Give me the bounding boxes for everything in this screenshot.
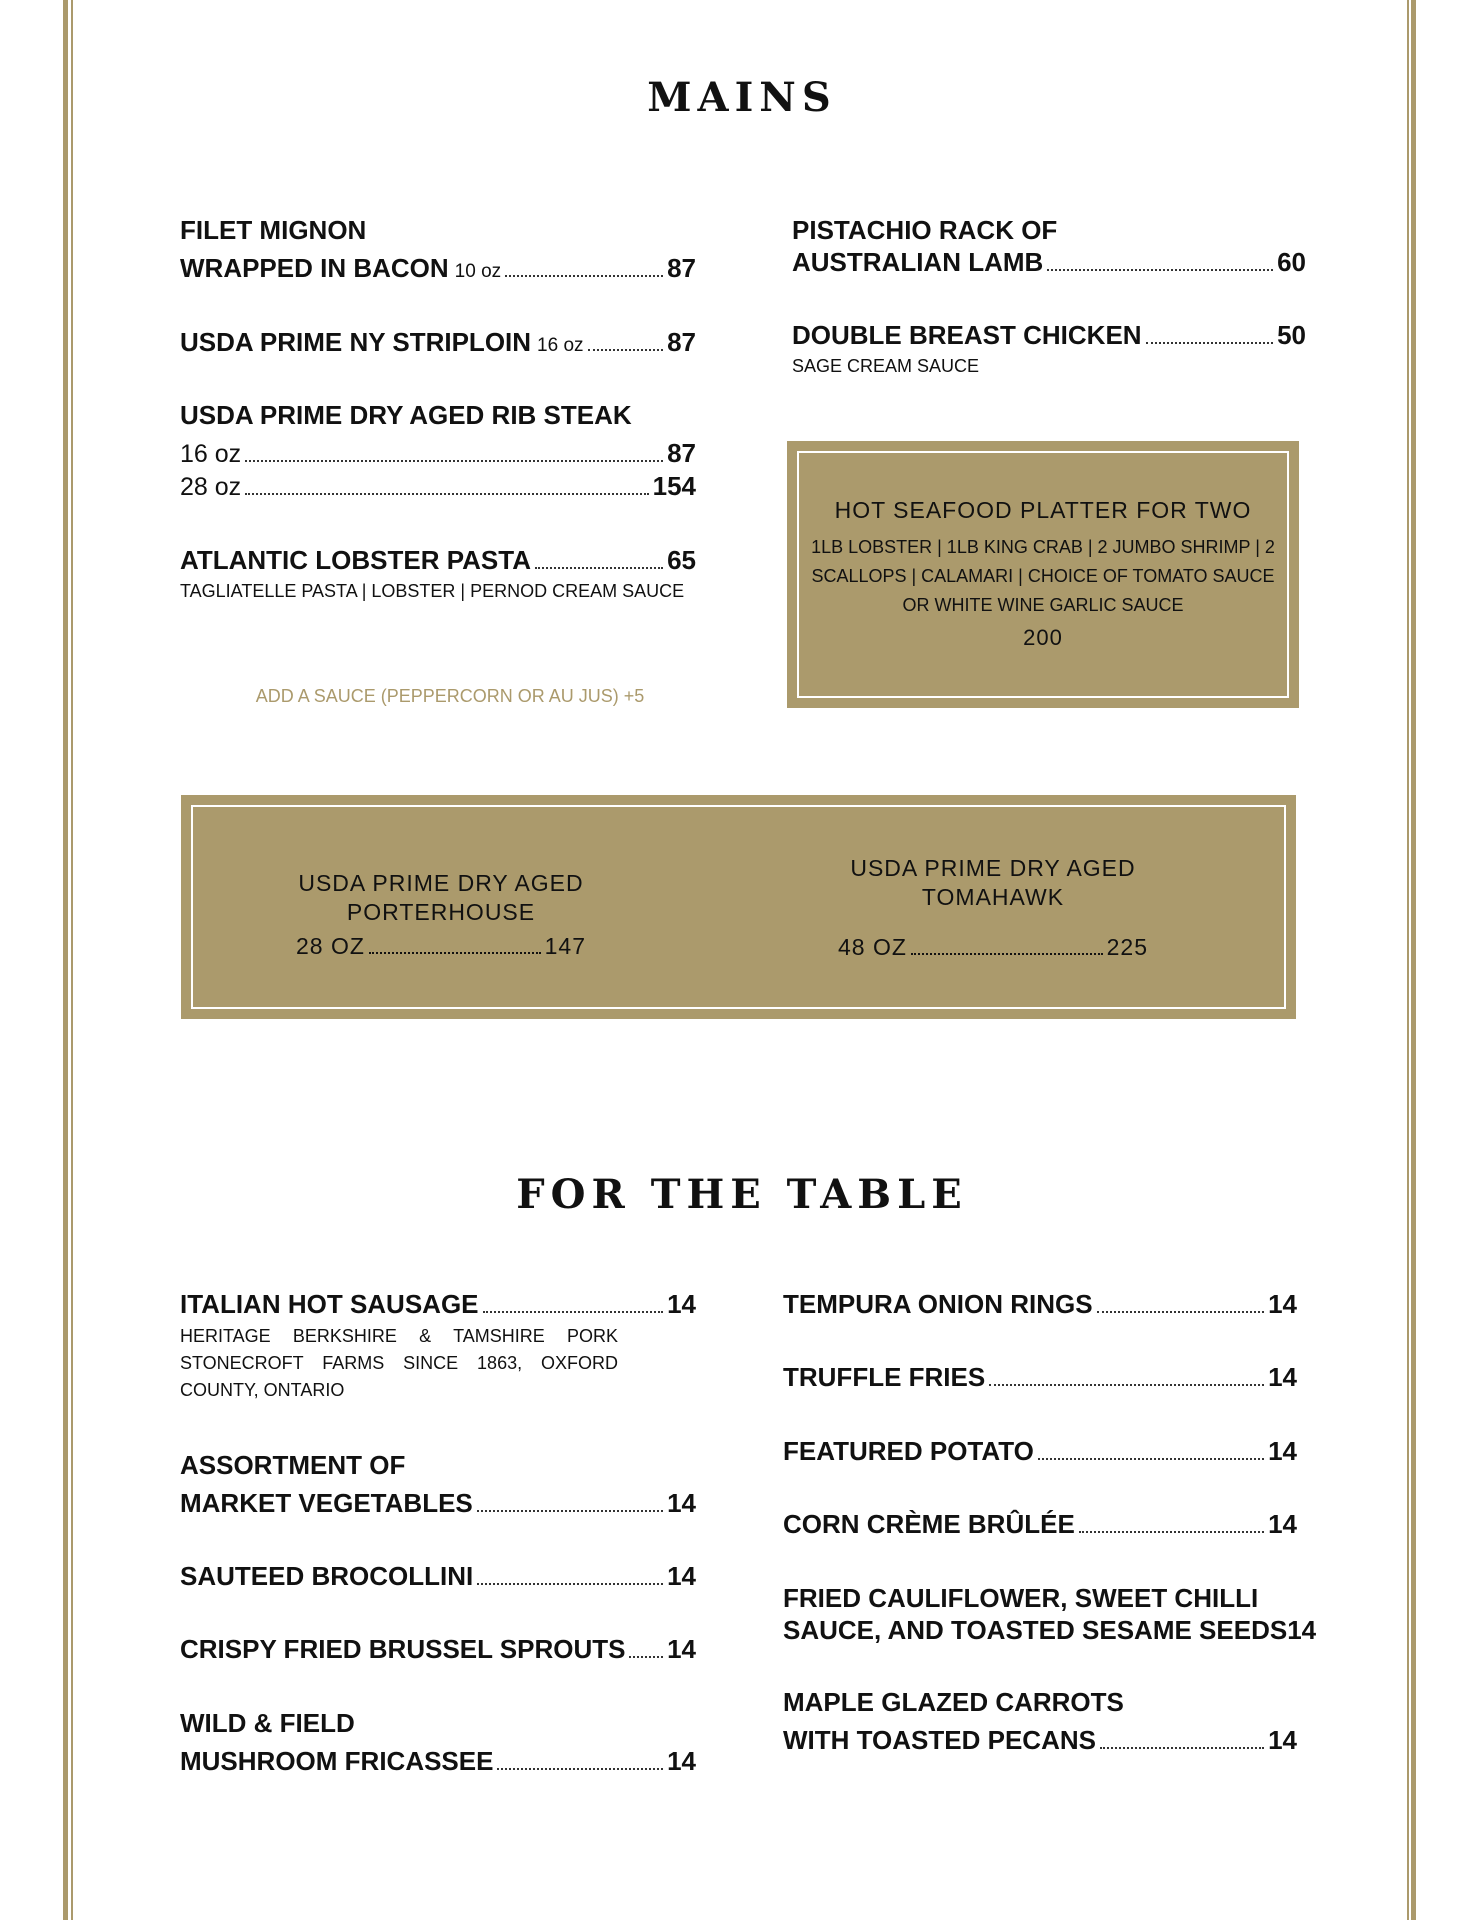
item-name-line2: WITH TOASTED PECANS (783, 1725, 1096, 1755)
side-item-brussel-sprouts (180, 1633, 696, 1665)
item-description: HERITAGE BERKSHIRE & TAMSHIRE PORK STONECROFT FARMS SINCE 1863, OXFORD COUNTY, ONTARIO (180, 1326, 618, 1400)
item-size: 10 oz (454, 261, 502, 282)
side-item-maple-glazed-carrots (783, 1686, 1297, 1756)
item-name: USDA PRIME DRY AGED RIB STEAK (180, 400, 632, 430)
side-item-market-vegetables (180, 1449, 696, 1519)
menu-item-lobster-pasta (180, 544, 696, 605)
featured-steak-tomahawk (838, 854, 1148, 961)
side-item-sauteed-brocollini (180, 1560, 696, 1592)
side-item-mushroom-fricassee (180, 1707, 696, 1777)
dot-leader (245, 460, 663, 462)
dot-leader (245, 493, 648, 495)
steak-title-line2: PORTERHOUSE (346, 899, 536, 925)
item-price: 87 (667, 327, 696, 357)
item-name: CORN CRÈME BRÛLÉE (783, 1509, 1075, 1539)
featured-steak-porterhouse (296, 869, 586, 960)
item-price: 65 (667, 545, 696, 575)
side-item-truffle-fries (783, 1361, 1297, 1393)
item-description: TAGLIATELLE PASTA | LOBSTER | PERNOD CREAM SAUCE (180, 581, 685, 601)
dot-leader (505, 275, 663, 277)
dot-leader (629, 1656, 663, 1658)
menu-item-filet-mignon (180, 214, 696, 288)
item-description: SAGE CREAM SAUCE (792, 356, 980, 376)
item-name: USDA PRIME NY STRIPLOIN (180, 327, 532, 357)
dot-leader (1097, 1311, 1264, 1313)
page-border-left-outer (63, 0, 68, 1920)
dot-leader (369, 952, 541, 954)
item-name: FEATURED POTATO (783, 1436, 1034, 1466)
item-size: 28 oz (180, 473, 242, 501)
platter-price: 200 (1023, 625, 1063, 650)
side-item-featured-potato (783, 1435, 1297, 1467)
steak-title-line1: USDA PRIME DRY AGED (298, 870, 584, 896)
item-name-line1: FILET MIGNON (180, 215, 367, 245)
item-name: DOUBLE BREAST CHICKEN (792, 320, 1142, 350)
dot-leader (477, 1510, 663, 1512)
platter-description: 1LB LOBSTER | 1LB KING CRAB | 2 JUMBO SHRIMP | 2 SCALLOPS | CALAMARI | CHOICE OF TOMATO SAUCE OR WHITE WINE GARLIC SAUCE (811, 537, 1275, 615)
page-border-left-inner (71, 0, 73, 1920)
item-name: TRUFFLE FRIES (783, 1362, 986, 1392)
steak-price: 147 (544, 933, 586, 959)
dot-leader (911, 953, 1103, 955)
dot-leader (1079, 1531, 1264, 1533)
steak-size: 28 OZ (296, 933, 365, 959)
menu-item-double-breast-chicken (792, 319, 1306, 380)
item-price: 87 (667, 253, 696, 283)
for-the-table-title: FOR THE TABLE (516, 1171, 968, 1218)
item-price: 14 (1268, 1289, 1297, 1319)
item-size: 16 oz (537, 335, 584, 356)
menu-item-rack-of-lamb (792, 214, 1306, 278)
dot-leader (1047, 269, 1273, 271)
dot-leader (1100, 1747, 1264, 1749)
item-price: 14 (1268, 1509, 1297, 1539)
item-price: 87 (667, 438, 696, 468)
item-size: 16 oz (180, 440, 242, 468)
menu-item-ny-striploin (180, 326, 696, 362)
item-price: 50 (1277, 320, 1306, 350)
item-name: SAUTEED BROCOLLINI (180, 1561, 474, 1591)
item-price: 60 (1277, 247, 1306, 277)
steak-title-line2: TOMAHAWK (921, 884, 1065, 910)
steak-size: 48 OZ (838, 934, 907, 960)
side-item-corn-creme-brulee (783, 1508, 1297, 1540)
menu-item-rib-steak (180, 399, 696, 503)
item-price: 14 (667, 1746, 696, 1776)
sauce-note: ADD A SAUCE (PEPPERCORN OR AU JUS) +5 (255, 686, 645, 706)
item-name-line2: MARKET VEGETABLES (180, 1488, 473, 1518)
dot-leader (497, 1768, 663, 1770)
mains-title: MAINS (647, 74, 837, 121)
item-price: 14 (1268, 1362, 1297, 1392)
dot-leader (477, 1583, 663, 1585)
item-name-line2: AUSTRALIAN LAMB (792, 247, 1044, 277)
item-price: 14 (667, 1634, 696, 1664)
item-price: 14 (667, 1289, 696, 1319)
side-item-italian-hot-sausage (180, 1288, 696, 1404)
item-name: TEMPURA ONION RINGS (783, 1289, 1093, 1319)
item-name-line1: PISTACHIO RACK OF (792, 215, 1058, 245)
seafood-platter-box (787, 441, 1299, 708)
item-price: 154 (652, 471, 696, 501)
item-price: 14 (1268, 1436, 1297, 1466)
platter-title: HOT SEAFOOD PLATTER FOR TWO (834, 497, 1252, 523)
dot-leader (989, 1384, 1264, 1386)
item-name-line2: MUSHROOM FRICASSEE (180, 1746, 494, 1776)
item-name-line2: WRAPPED IN BACON (180, 253, 449, 283)
item-name-line1: ASSORTMENT OF (180, 1450, 406, 1480)
item-price: 14 (1287, 1615, 1317, 1645)
page-border-right-inner (1407, 0, 1409, 1920)
item-name: ATLANTIC LOBSTER PASTA (180, 545, 531, 575)
dot-leader (588, 349, 664, 351)
steak-price: 225 (1106, 934, 1148, 960)
item-price: 14 (667, 1488, 696, 1518)
item-price: 14 (1268, 1725, 1297, 1755)
featured-steaks-box (181, 795, 1296, 1019)
dot-leader (1038, 1458, 1264, 1460)
item-name-line2: SAUCE, AND TOASTED SESAME SEEDS (783, 1615, 1288, 1645)
side-item-onion-rings (783, 1288, 1297, 1320)
item-name-line1: MAPLE GLAZED CARROTS (783, 1687, 1124, 1717)
item-name-line1: FRIED CAULIFLOWER, SWEET CHILLI (783, 1583, 1259, 1613)
item-name: CRISPY FRIED BRUSSEL SPROUTS (180, 1634, 626, 1664)
item-name: ITALIAN HOT SAUSAGE (180, 1289, 479, 1319)
page-border-right-outer (1411, 0, 1416, 1920)
dot-leader (1146, 342, 1274, 344)
side-item-fried-cauliflower (783, 1582, 1317, 1646)
dot-leader (535, 567, 663, 569)
item-price: 14 (667, 1561, 696, 1591)
steak-title-line1: USDA PRIME DRY AGED (850, 855, 1136, 881)
item-name-line1: WILD & FIELD (180, 1708, 355, 1738)
dot-leader (483, 1311, 664, 1313)
